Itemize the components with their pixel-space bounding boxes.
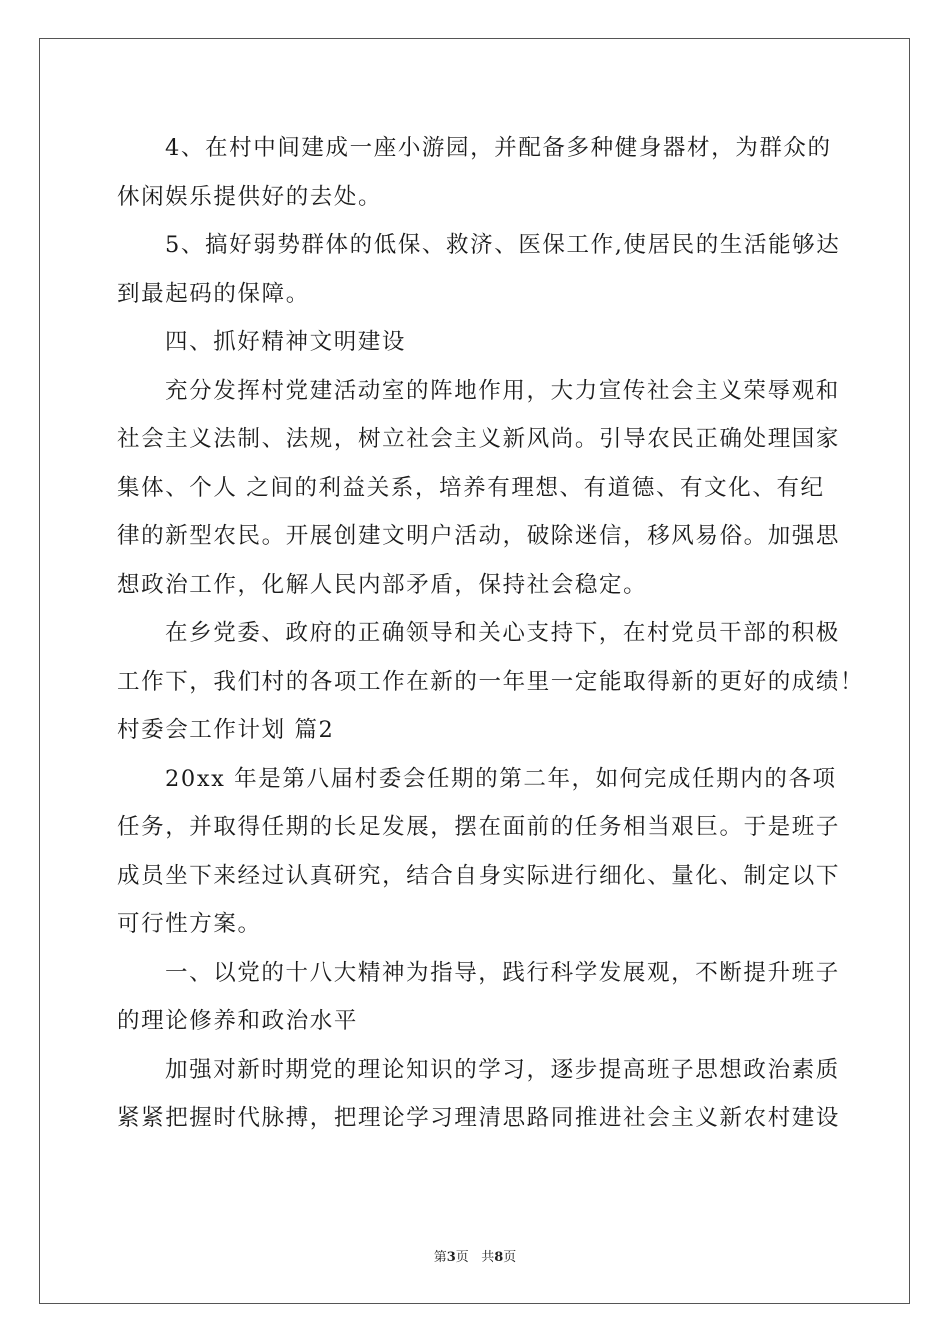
text-line: 任务，并取得任期的长足发展，摆在面前的任务相当艰巨。于是班子 [117,814,841,840]
text-line: 村委会工作计划 篇2 [117,717,335,743]
text-line: 的理论修养和政治水平 [117,1008,359,1034]
text-line: 20xx 年是第八届村委会任期的第二年，如何完成任期内的各项 [165,765,837,792]
current-page-number: 3 [446,1250,456,1265]
text-line: 社会主义法制、法规，树立社会主义新风尚。引导农民正确处理国家 [117,426,841,452]
total-page-number: 8 [494,1250,504,1265]
text-line: 4、在村中间建成一座小游园，并配备多种健身器材，为群众的 [165,135,832,161]
text-line: 成员坐下来经过认真研究，结合自身实际进行细化、量化、制定以下 [117,862,841,889]
page-prefix: 第 [433,1250,447,1265]
total-prefix: 共 [481,1250,495,1265]
text-line: 充分发挥村党建活动室的阵地作用，大力宣传社会主义荣辱观和 [165,377,840,404]
text-line: 工作下，我们村的各项工作在新的一年里一定能取得新的更好的成绩！ [117,668,865,695]
text-line: 到最起码的保障。 [117,280,310,307]
text-line: 加强对新时期党的理论知识的学习，逐步提高班子思想政治素质 [165,1056,840,1083]
text-line: 律的新型农民。开展创建文明户活动，破除迷信，移风易俗。加强思 [117,523,841,549]
text-line: 5、搞好弱势群体的低保、救济、医保工作,使居民的生活能够达 [165,232,841,258]
text-line: 在乡党委、政府的正确领导和关心支持下，在村党员干部的积极 [165,620,840,646]
text-line: 可行性方案。 [117,911,262,937]
text-line: 四、抓好精神文明建设 [165,329,407,355]
text-line: 想政治工作，化解人民内部矛盾，保持社会稳定。 [117,571,648,598]
text-line: 紧紧把握时代脉搏，把理论学习理清思路同推进社会主义新农村建设 [117,1105,841,1131]
total-suffix: 页 [503,1250,517,1265]
text-line: 集体、个人 之间的利益关系，培养有理想、有道德、有文化、有纪 [117,474,825,501]
page-footer [0,1246,950,1265]
text-line: 休闲娱乐提供好的去处。 [117,183,383,210]
text-line: 一、以党的十八大精神为指导，践行科学发展观，不断提升班子 [165,959,840,986]
page-suffix: 页 [455,1250,469,1265]
document-body [117,124,865,1143]
